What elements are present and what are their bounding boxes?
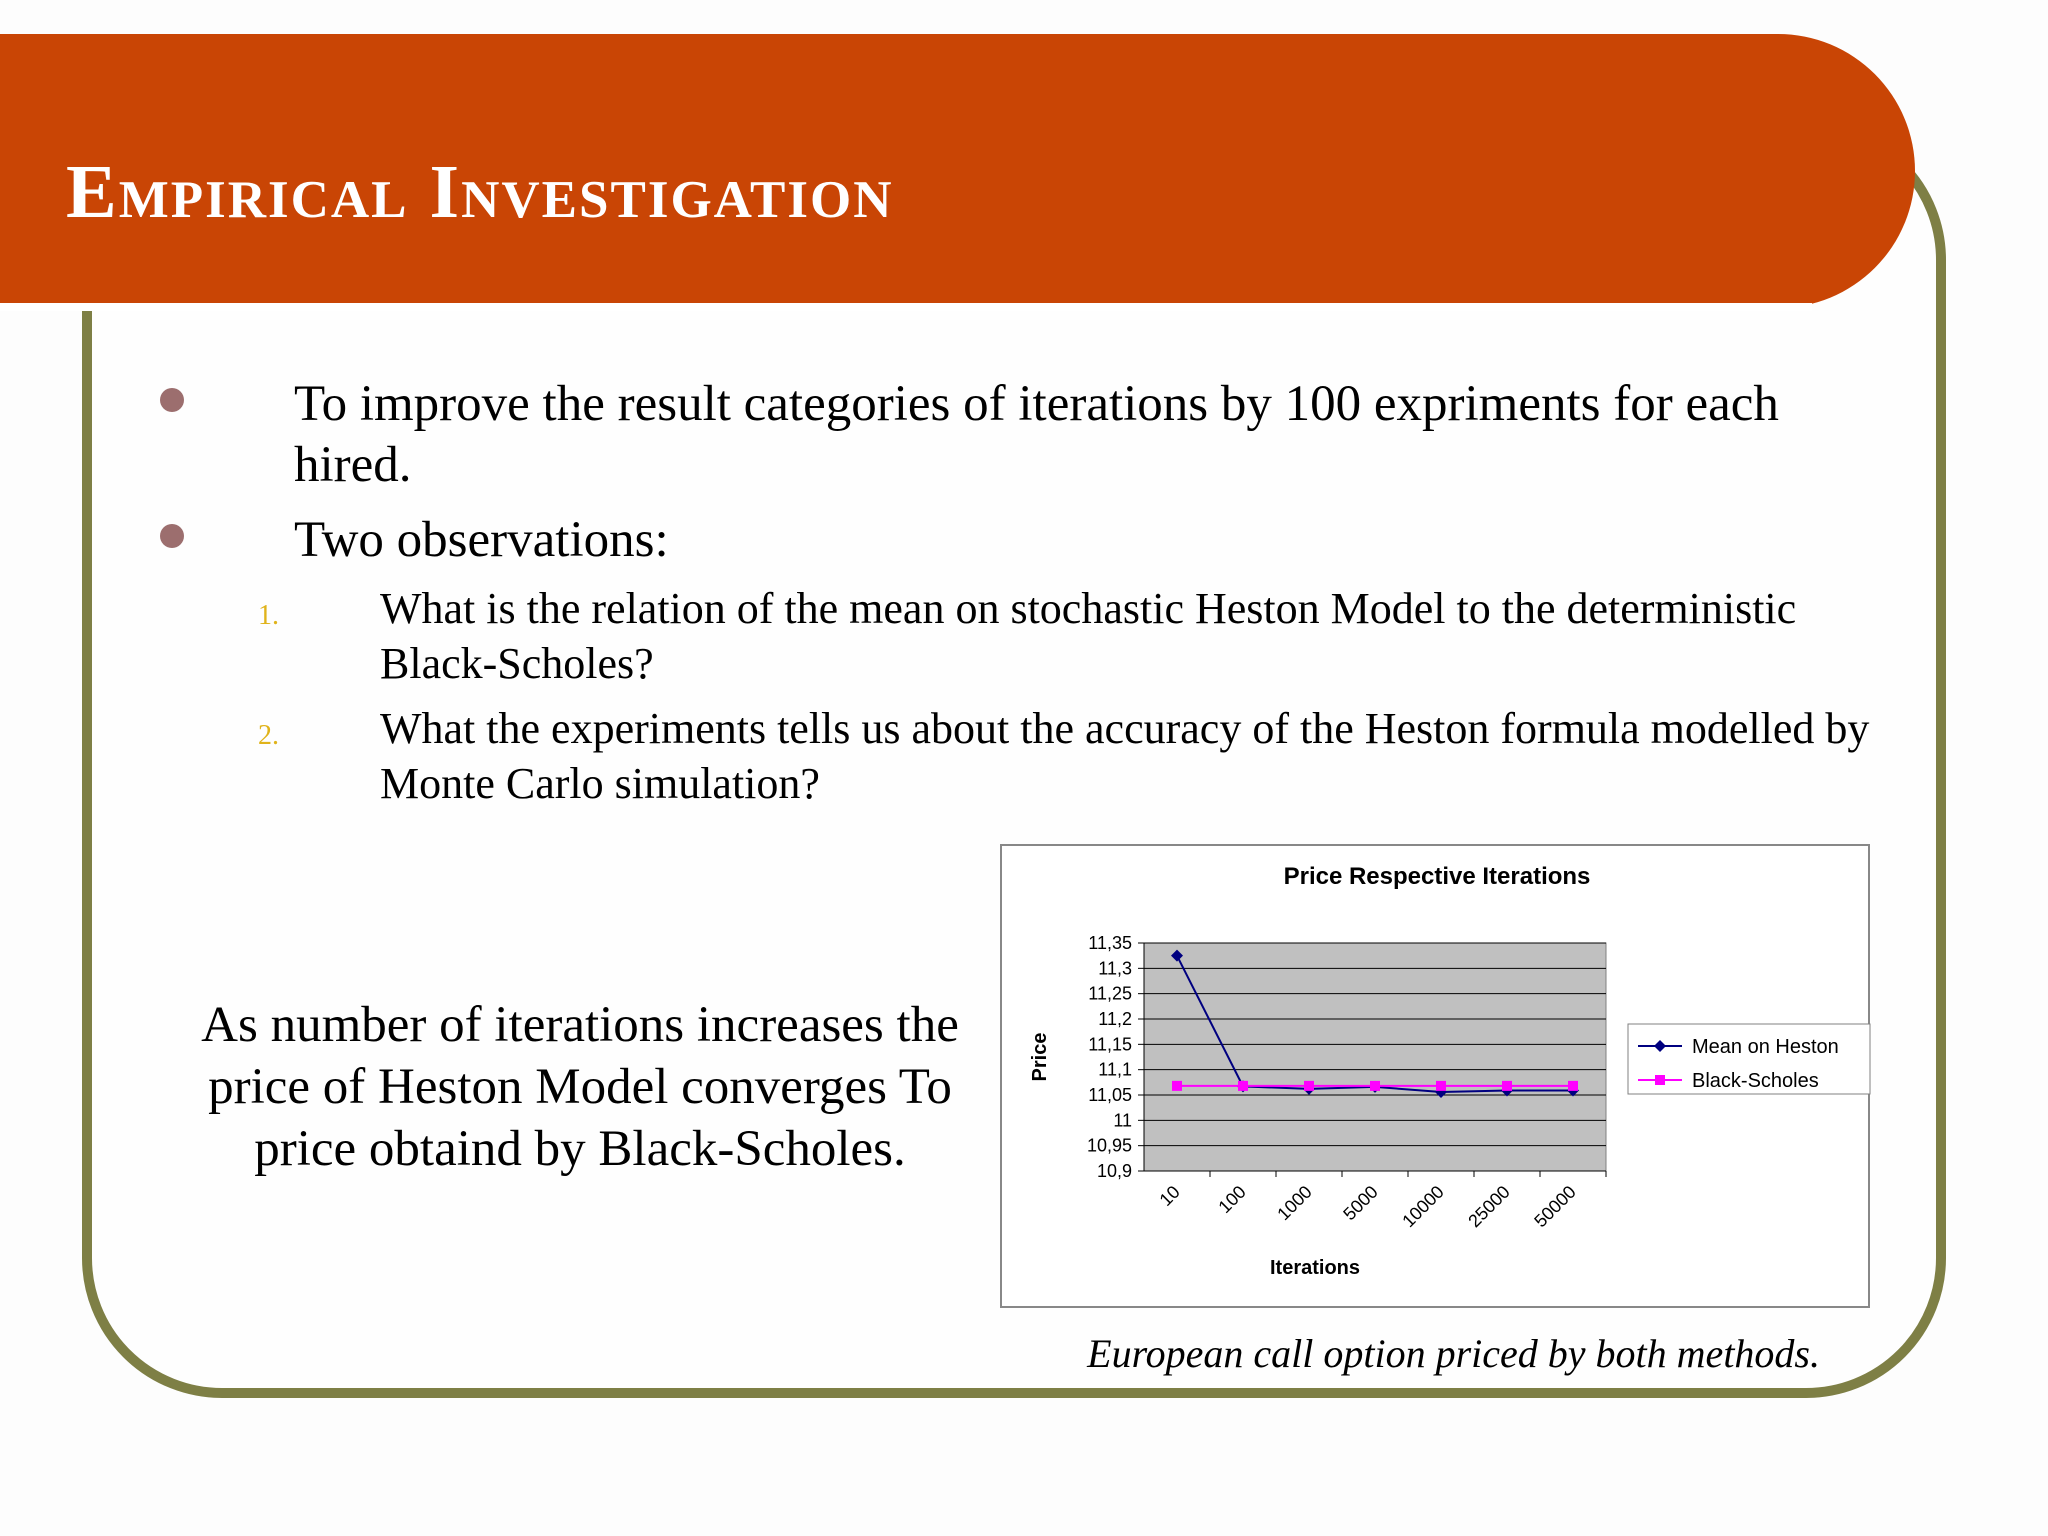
bullet-text-1: To improve the result categories of iterations by 100 expriments for each hired. [294, 376, 1779, 493]
y-axis-ticks [1087, 933, 1144, 1181]
x-tick-label: 5000 [1339, 1181, 1382, 1225]
x-tick-label: 10000 [1398, 1181, 1448, 1232]
bullet-text-2: Two observations: [294, 512, 669, 568]
chart-title: Price Respective Iterations [1283, 863, 1591, 890]
data-point [1238, 1081, 1248, 1091]
y-tick-label: 10,9 [1096, 1161, 1132, 1181]
y-tick-label: 11,1 [1098, 1059, 1132, 1080]
x-tick-label: 10 [1155, 1181, 1184, 1210]
bullet-dot-2 [160, 524, 184, 548]
y-tick-label: 11,15 [1088, 1034, 1132, 1055]
data-point [1568, 1081, 1578, 1091]
slide-title: Empirical Investigation [66, 150, 894, 234]
legend-marker [1655, 1075, 1665, 1085]
x-axis-label: Iterations [1269, 1257, 1361, 1279]
observation-number-2: 2. [258, 720, 279, 751]
bullet-dot-1 [160, 388, 184, 412]
x-tick-label: 25000 [1464, 1181, 1514, 1232]
y-tick-label: 11,35 [1088, 933, 1132, 953]
data-point [1172, 1081, 1182, 1091]
observation-number-1: 1. [258, 600, 279, 631]
title-bar [0, 34, 1915, 308]
legend-label: Black-Scholes [1692, 1070, 1819, 1092]
y-tick-label: 11 [1113, 1110, 1132, 1131]
plot-area [1144, 943, 1606, 1171]
x-axis-ticks [1156, 1171, 1606, 1231]
conclusion-text: As number of iterations increases the price of Heston Model converges To price obtaind by Black-Scholes. [201, 997, 959, 1177]
price-chart [1000, 844, 1870, 1308]
chart-svg [1002, 846, 1872, 1310]
y-axis-label: Price [1029, 1032, 1051, 1082]
x-tick-label: 1000 [1273, 1181, 1316, 1225]
data-point [1502, 1081, 1512, 1091]
y-tick-label: 11,05 [1088, 1085, 1132, 1105]
data-point [1304, 1081, 1314, 1091]
y-tick-label: 11,25 [1088, 983, 1132, 1004]
observation-text-1: What is the relation of the mean on stochastic Heston Model to the deterministic Black-Scholes? [380, 584, 1797, 688]
observation-text-2: What the experiments tells us about the accuracy of the Heston formula modelled by Monte Carlo simulation? [380, 704, 1870, 808]
y-tick-label: 11,3 [1098, 958, 1132, 979]
chart-legend [1628, 1024, 1870, 1094]
legend-label: Mean on Heston [1692, 1036, 1839, 1058]
data-point [1370, 1081, 1380, 1091]
chart-caption: European call option priced by both methods. [1087, 1331, 1820, 1376]
x-tick-label: 100 [1214, 1181, 1250, 1218]
y-tick-label: 10,95 [1086, 1135, 1132, 1156]
data-point [1436, 1081, 1446, 1091]
x-tick-label: 50000 [1530, 1181, 1580, 1232]
y-tick-label: 11,2 [1098, 1009, 1132, 1029]
title-underline [0, 303, 1812, 311]
